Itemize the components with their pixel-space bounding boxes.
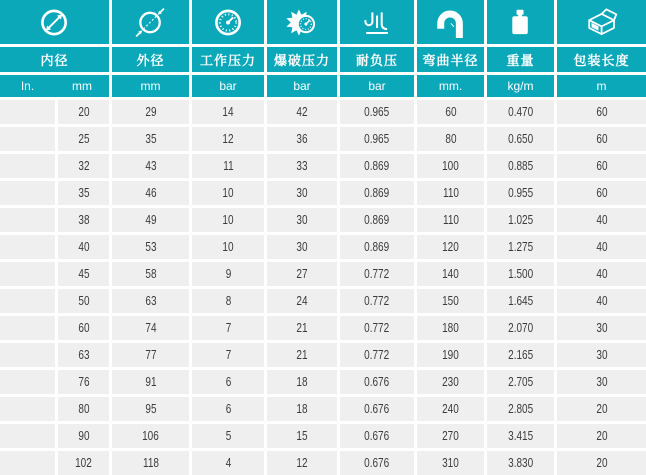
- value-weight-kg-m: 0.885: [507, 159, 534, 173]
- bend-radius-icon-cell: [417, 0, 484, 44]
- value-inner-diameter-mm: 35: [77, 186, 90, 200]
- value-inner-diameter-mm: 40: [77, 240, 90, 254]
- cell-package-length-m: [557, 397, 646, 421]
- value-inner-diameter-mm: 90: [77, 429, 90, 443]
- cell-bend-radius-mm: [417, 451, 484, 475]
- cell-inner-diameter-mm: [58, 370, 109, 394]
- value-outer-diameter-mm: 29: [144, 105, 157, 119]
- value-bend-radius-mm: 140: [442, 267, 459, 281]
- cell-vacuum-resistance-bar: [340, 343, 414, 367]
- value-bend-radius-mm: 100: [442, 159, 459, 173]
- cell-weight-kg-m: [487, 316, 554, 340]
- cell-working-pressure-bar: [192, 154, 264, 178]
- cell-outer-diameter-mm: [112, 262, 189, 286]
- cell-burst-pressure-bar: [267, 208, 337, 232]
- package-box-icon: [583, 7, 620, 38]
- cell-working-pressure-bar: [192, 289, 264, 313]
- cell-weight-kg-m: [487, 100, 554, 124]
- cell-package-length-m: [557, 100, 646, 124]
- cell-outer-diameter-mm: [112, 208, 189, 232]
- value-burst-pressure-bar: 42: [296, 105, 308, 119]
- cell-bend-radius-mm: [417, 289, 484, 313]
- value-outer-diameter-mm: 46: [144, 186, 157, 200]
- cell-weight-kg-m: [487, 181, 554, 205]
- cell-burst-pressure-bar: [267, 397, 337, 421]
- cell-package-length-m: [557, 181, 646, 205]
- value-bend-radius-mm: 110: [442, 186, 459, 200]
- inner-diameter-icon-cell: [0, 0, 109, 44]
- package-box-icon-cell: [557, 0, 646, 44]
- cell-working-pressure-bar: [192, 208, 264, 232]
- unit-label: bar: [368, 79, 386, 93]
- value-package-length-m: 60: [595, 159, 608, 173]
- cell-bend-radius-mm: [417, 262, 484, 286]
- cell-burst-pressure-bar: [267, 316, 337, 340]
- cell-vacuum-resistance-bar: [340, 424, 414, 448]
- cell-package-length-m: [557, 370, 646, 394]
- cell-inner-diameter-mm: [58, 127, 109, 151]
- cell-burst-pressure-bar: [267, 289, 337, 313]
- value-burst-pressure-bar: 36: [296, 132, 308, 146]
- cell-inner-diameter-in: [0, 127, 55, 151]
- value-weight-kg-m: 2.705: [507, 375, 534, 389]
- pressure-gauge-icon-cell: [192, 0, 264, 44]
- value-weight-kg-m: 1.275: [507, 240, 534, 254]
- value-weight-kg-m: 2.165: [507, 348, 534, 362]
- cell-vacuum-resistance-bar: [340, 127, 414, 151]
- cell-burst-pressure-bar: [267, 262, 337, 286]
- column-title-label: 外径: [136, 53, 165, 68]
- column-title-package-box: [557, 47, 646, 72]
- value-inner-diameter-mm: 63: [77, 348, 90, 362]
- cell-working-pressure-bar: [192, 262, 264, 286]
- value-outer-diameter-mm: 95: [144, 402, 157, 416]
- column-title-weight: [487, 47, 554, 72]
- column-title-pressure-gauge: [192, 47, 264, 72]
- cell-outer-diameter-mm: [112, 181, 189, 205]
- value-vacuum-resistance-bar: 0.676: [364, 402, 390, 416]
- cell-weight-kg-m: [487, 262, 554, 286]
- cell-inner-diameter-mm: [58, 451, 109, 475]
- unit-label: mm: [72, 79, 92, 93]
- cell-inner-diameter-mm: [58, 343, 109, 367]
- cell-inner-diameter-in: [0, 424, 55, 448]
- unit-cell-package-box: [557, 75, 646, 97]
- unit-cell-vacuum-resistance: [340, 75, 414, 97]
- cell-inner-diameter-in: [0, 100, 55, 124]
- cell-vacuum-resistance-bar: [340, 208, 414, 232]
- value-weight-kg-m: 2.070: [507, 321, 534, 335]
- cell-outer-diameter-mm: [112, 451, 189, 475]
- value-working-pressure-bar: 14: [222, 105, 234, 119]
- cell-package-length-m: [557, 127, 646, 151]
- unit-label: mm: [140, 79, 161, 93]
- value-weight-kg-m: 0.470: [507, 105, 534, 119]
- value-inner-diameter-mm: 102: [75, 456, 92, 470]
- cell-vacuum-resistance-bar: [340, 451, 414, 475]
- weight-icon-cell: [487, 0, 554, 44]
- unit-label: bar: [293, 79, 311, 93]
- value-outer-diameter-mm: 49: [144, 213, 157, 227]
- cell-inner-diameter-in: [0, 208, 55, 232]
- value-working-pressure-bar: 10: [222, 240, 234, 254]
- cell-inner-diameter-in: [0, 262, 55, 286]
- value-working-pressure-bar: 4: [225, 456, 231, 470]
- cell-vacuum-resistance-bar: [340, 316, 414, 340]
- value-inner-diameter-mm: 80: [77, 402, 90, 416]
- value-weight-kg-m: 1.025: [507, 213, 534, 227]
- cell-inner-diameter-in: [0, 316, 55, 340]
- cell-inner-diameter-in: [0, 235, 55, 259]
- value-inner-diameter-mm: 50: [77, 294, 90, 308]
- value-package-length-m: 60: [595, 186, 608, 200]
- column-title-burst-pressure: [267, 47, 337, 72]
- cell-bend-radius-mm: [417, 127, 484, 151]
- column-title-label: 重量: [506, 53, 535, 68]
- cell-weight-kg-m: [487, 289, 554, 313]
- unit-label: In.: [20, 79, 35, 93]
- value-outer-diameter-mm: 118: [142, 456, 159, 470]
- value-inner-diameter-mm: 76: [77, 375, 90, 389]
- cell-working-pressure-bar: [192, 370, 264, 394]
- column-title-label: 包装长度: [573, 53, 630, 68]
- value-outer-diameter-mm: 77: [144, 348, 157, 362]
- unit-cell-outer-diameter: [112, 75, 189, 97]
- cell-inner-diameter-in: [0, 154, 55, 178]
- value-weight-kg-m: 3.830: [507, 456, 534, 470]
- value-burst-pressure-bar: 30: [296, 240, 308, 254]
- value-bend-radius-mm: 310: [442, 456, 459, 470]
- vacuum-resistance-icon-cell: [340, 0, 414, 44]
- cell-package-length-m: [557, 262, 646, 286]
- cell-package-length-m: [557, 235, 646, 259]
- value-inner-diameter-mm: 38: [77, 213, 90, 227]
- value-working-pressure-bar: 12: [222, 132, 234, 146]
- cell-bend-radius-mm: [417, 424, 484, 448]
- value-working-pressure-bar: 10: [222, 186, 234, 200]
- value-working-pressure-bar: 9: [225, 267, 231, 281]
- value-package-length-m: 20: [595, 456, 608, 470]
- bend-radius-icon: [433, 7, 467, 38]
- column-title-label: 爆破压力: [273, 53, 330, 68]
- cell-outer-diameter-mm: [112, 424, 189, 448]
- cell-inner-diameter-in: [0, 397, 55, 421]
- value-outer-diameter-mm: 91: [144, 375, 157, 389]
- cell-inner-diameter-mm: [58, 397, 109, 421]
- inner-diameter-icon: [37, 7, 71, 38]
- value-vacuum-resistance-bar: 0.772: [364, 294, 390, 308]
- cell-working-pressure-bar: [192, 343, 264, 367]
- value-vacuum-resistance-bar: 0.676: [364, 456, 390, 470]
- cell-bend-radius-mm: [417, 316, 484, 340]
- value-bend-radius-mm: 120: [442, 240, 459, 254]
- value-outer-diameter-mm: 53: [144, 240, 157, 254]
- cell-bend-radius-mm: [417, 100, 484, 124]
- value-working-pressure-bar: 7: [225, 348, 231, 362]
- unit-label: m: [596, 79, 607, 93]
- cell-package-length-m: [557, 154, 646, 178]
- column-title-label: 耐负压: [355, 53, 398, 68]
- value-vacuum-resistance-bar: 0.676: [364, 429, 390, 443]
- cell-inner-diameter-in: [0, 343, 55, 367]
- value-package-length-m: 30: [595, 375, 608, 389]
- cell-burst-pressure-bar: [267, 100, 337, 124]
- value-bend-radius-mm: 240: [442, 402, 459, 416]
- column-title-label: 弯曲半径: [422, 53, 479, 68]
- value-vacuum-resistance-bar: 0.869: [364, 213, 390, 227]
- cell-burst-pressure-bar: [267, 235, 337, 259]
- cell-inner-diameter-in: [0, 370, 55, 394]
- cell-outer-diameter-mm: [112, 100, 189, 124]
- value-outer-diameter-mm: 43: [144, 159, 157, 173]
- cell-working-pressure-bar: [192, 451, 264, 475]
- value-vacuum-resistance-bar: 0.965: [364, 105, 390, 119]
- unit-cell-weight: [487, 75, 554, 97]
- value-bend-radius-mm: 270: [442, 429, 459, 443]
- value-outer-diameter-mm: 106: [142, 429, 159, 443]
- value-burst-pressure-bar: 21: [296, 348, 308, 362]
- unit-label: kg/m: [507, 79, 534, 93]
- value-package-length-m: 30: [595, 321, 608, 335]
- cell-outer-diameter-mm: [112, 316, 189, 340]
- cell-working-pressure-bar: [192, 316, 264, 340]
- cell-inner-diameter-mm: [58, 262, 109, 286]
- value-burst-pressure-bar: 18: [296, 402, 308, 416]
- cell-outer-diameter-mm: [112, 397, 189, 421]
- cell-package-length-m: [557, 316, 646, 340]
- cell-inner-diameter-mm: [58, 208, 109, 232]
- value-burst-pressure-bar: 30: [296, 213, 308, 227]
- cell-inner-diameter-mm: [58, 289, 109, 313]
- value-working-pressure-bar: 11: [222, 159, 234, 173]
- cell-package-length-m: [557, 424, 646, 448]
- value-package-length-m: 30: [595, 348, 608, 362]
- cell-working-pressure-bar: [192, 181, 264, 205]
- value-weight-kg-m: 1.645: [507, 294, 534, 308]
- value-inner-diameter-mm: 60: [77, 321, 90, 335]
- value-inner-diameter-mm: 25: [77, 132, 90, 146]
- unit-cell-burst-pressure: [267, 75, 337, 97]
- value-weight-kg-m: 0.955: [507, 186, 534, 200]
- vacuum-resistance-icon: [360, 7, 394, 38]
- value-working-pressure-bar: 10: [222, 213, 234, 227]
- value-burst-pressure-bar: 15: [296, 429, 308, 443]
- value-burst-pressure-bar: 24: [296, 294, 308, 308]
- cell-vacuum-resistance-bar: [340, 262, 414, 286]
- cell-bend-radius-mm: [417, 235, 484, 259]
- value-burst-pressure-bar: 18: [296, 375, 308, 389]
- cell-outer-diameter-mm: [112, 154, 189, 178]
- cell-weight-kg-m: [487, 208, 554, 232]
- value-package-length-m: 60: [595, 132, 608, 146]
- value-package-length-m: 40: [595, 213, 608, 227]
- cell-inner-diameter-mm: [58, 154, 109, 178]
- cell-burst-pressure-bar: [267, 154, 337, 178]
- value-vacuum-resistance-bar: 0.869: [364, 240, 390, 254]
- value-inner-diameter-mm: 20: [77, 105, 90, 119]
- cell-package-length-m: [557, 343, 646, 367]
- value-working-pressure-bar: 6: [225, 402, 231, 416]
- value-outer-diameter-mm: 35: [144, 132, 157, 146]
- cell-vacuum-resistance-bar: [340, 100, 414, 124]
- unit-label: bar: [219, 79, 237, 93]
- column-title-outer-diameter: [112, 47, 189, 72]
- value-burst-pressure-bar: 30: [296, 186, 308, 200]
- cell-weight-kg-m: [487, 235, 554, 259]
- unit-label: mm.: [438, 79, 463, 93]
- unit-cell-pressure-gauge: [192, 75, 264, 97]
- value-inner-diameter-mm: 45: [77, 267, 90, 281]
- cell-outer-diameter-mm: [112, 127, 189, 151]
- value-bend-radius-mm: 230: [442, 375, 459, 389]
- value-bend-radius-mm: 60: [444, 105, 457, 119]
- value-vacuum-resistance-bar: 0.772: [364, 267, 390, 281]
- cell-bend-radius-mm: [417, 181, 484, 205]
- value-bend-radius-mm: 180: [442, 321, 459, 335]
- cell-package-length-m: [557, 451, 646, 475]
- outer-diameter-icon-cell: [112, 0, 189, 44]
- cell-vacuum-resistance-bar: [340, 154, 414, 178]
- column-title-label: 工作压力: [199, 53, 256, 68]
- cell-burst-pressure-bar: [267, 343, 337, 367]
- cell-bend-radius-mm: [417, 343, 484, 367]
- cell-weight-kg-m: [487, 370, 554, 394]
- value-burst-pressure-bar: 27: [296, 267, 308, 281]
- cell-vacuum-resistance-bar: [340, 370, 414, 394]
- cell-inner-diameter-mm: [58, 316, 109, 340]
- cell-burst-pressure-bar: [267, 424, 337, 448]
- cell-burst-pressure-bar: [267, 451, 337, 475]
- cell-working-pressure-bar: [192, 235, 264, 259]
- value-bend-radius-mm: 110: [442, 213, 459, 227]
- cell-weight-kg-m: [487, 451, 554, 475]
- value-working-pressure-bar: 6: [225, 375, 231, 389]
- cell-bend-radius-mm: [417, 208, 484, 232]
- cell-package-length-m: [557, 208, 646, 232]
- cell-burst-pressure-bar: [267, 370, 337, 394]
- cell-inner-diameter-mm: [58, 424, 109, 448]
- value-outer-diameter-mm: 63: [144, 294, 157, 308]
- value-vacuum-resistance-bar: 0.772: [364, 348, 390, 362]
- pressure-gauge-icon: [211, 7, 245, 38]
- value-burst-pressure-bar: 12: [296, 456, 308, 470]
- column-title-bend-radius: [417, 47, 484, 72]
- value-weight-kg-m: 3.415: [507, 429, 534, 443]
- value-bend-radius-mm: 190: [442, 348, 459, 362]
- cell-working-pressure-bar: [192, 397, 264, 421]
- cell-outer-diameter-mm: [112, 235, 189, 259]
- value-weight-kg-m: 1.500: [507, 267, 534, 281]
- cell-working-pressure-bar: [192, 424, 264, 448]
- cell-bend-radius-mm: [417, 154, 484, 178]
- cell-inner-diameter-in: [0, 289, 55, 313]
- value-vacuum-resistance-bar: 0.676: [364, 375, 390, 389]
- value-outer-diameter-mm: 58: [144, 267, 157, 281]
- cell-outer-diameter-mm: [112, 289, 189, 313]
- cell-burst-pressure-bar: [267, 181, 337, 205]
- cell-vacuum-resistance-bar: [340, 397, 414, 421]
- value-bend-radius-mm: 150: [442, 294, 459, 308]
- cell-vacuum-resistance-bar: [340, 289, 414, 313]
- value-package-length-m: 40: [595, 267, 608, 281]
- burst-pressure-icon: [285, 7, 319, 38]
- value-working-pressure-bar: 5: [225, 429, 231, 443]
- value-package-length-m: 20: [595, 429, 608, 443]
- cell-vacuum-resistance-bar: [340, 235, 414, 259]
- value-package-length-m: 40: [595, 294, 608, 308]
- cell-inner-diameter-mm: [58, 100, 109, 124]
- value-weight-kg-m: 0.650: [507, 132, 534, 146]
- value-vacuum-resistance-bar: 0.965: [364, 132, 390, 146]
- cell-inner-diameter-in: [0, 181, 55, 205]
- value-vacuum-resistance-bar: 0.772: [364, 321, 390, 335]
- value-working-pressure-bar: 8: [225, 294, 231, 308]
- value-burst-pressure-bar: 33: [296, 159, 308, 173]
- cell-weight-kg-m: [487, 397, 554, 421]
- value-outer-diameter-mm: 74: [144, 321, 157, 335]
- outer-diameter-icon: [133, 7, 167, 38]
- value-weight-kg-m: 2.805: [507, 402, 534, 416]
- column-title-inner-diameter: [0, 47, 109, 72]
- cell-inner-diameter-mm: [58, 235, 109, 259]
- unit-cell-inner-diameter: [0, 75, 109, 97]
- cell-weight-kg-m: [487, 424, 554, 448]
- cell-outer-diameter-mm: [112, 370, 189, 394]
- value-inner-diameter-mm: 32: [77, 159, 90, 173]
- value-working-pressure-bar: 7: [225, 321, 231, 335]
- column-title-label: 内径: [40, 53, 69, 68]
- value-package-length-m: 60: [595, 105, 608, 119]
- value-bend-radius-mm: 80: [444, 132, 457, 146]
- weight-icon: [503, 7, 537, 38]
- cell-weight-kg-m: [487, 343, 554, 367]
- value-package-length-m: 40: [595, 240, 608, 254]
- value-vacuum-resistance-bar: 0.869: [364, 186, 390, 200]
- cell-working-pressure-bar: [192, 100, 264, 124]
- column-title-vacuum-resistance: [340, 47, 414, 72]
- cell-working-pressure-bar: [192, 127, 264, 151]
- value-burst-pressure-bar: 21: [296, 321, 308, 335]
- cell-inner-diameter-mm: [58, 181, 109, 205]
- cell-weight-kg-m: [487, 127, 554, 151]
- value-vacuum-resistance-bar: 0.869: [364, 159, 390, 173]
- cell-bend-radius-mm: [417, 370, 484, 394]
- cell-outer-diameter-mm: [112, 343, 189, 367]
- burst-pressure-icon-cell: [267, 0, 337, 44]
- cell-bend-radius-mm: [417, 397, 484, 421]
- cell-weight-kg-m: [487, 154, 554, 178]
- cell-burst-pressure-bar: [267, 127, 337, 151]
- unit-cell-bend-radius: [417, 75, 484, 97]
- value-package-length-m: 20: [595, 402, 608, 416]
- cell-vacuum-resistance-bar: [340, 181, 414, 205]
- cell-package-length-m: [557, 289, 646, 313]
- cell-inner-diameter-in: [0, 451, 55, 475]
